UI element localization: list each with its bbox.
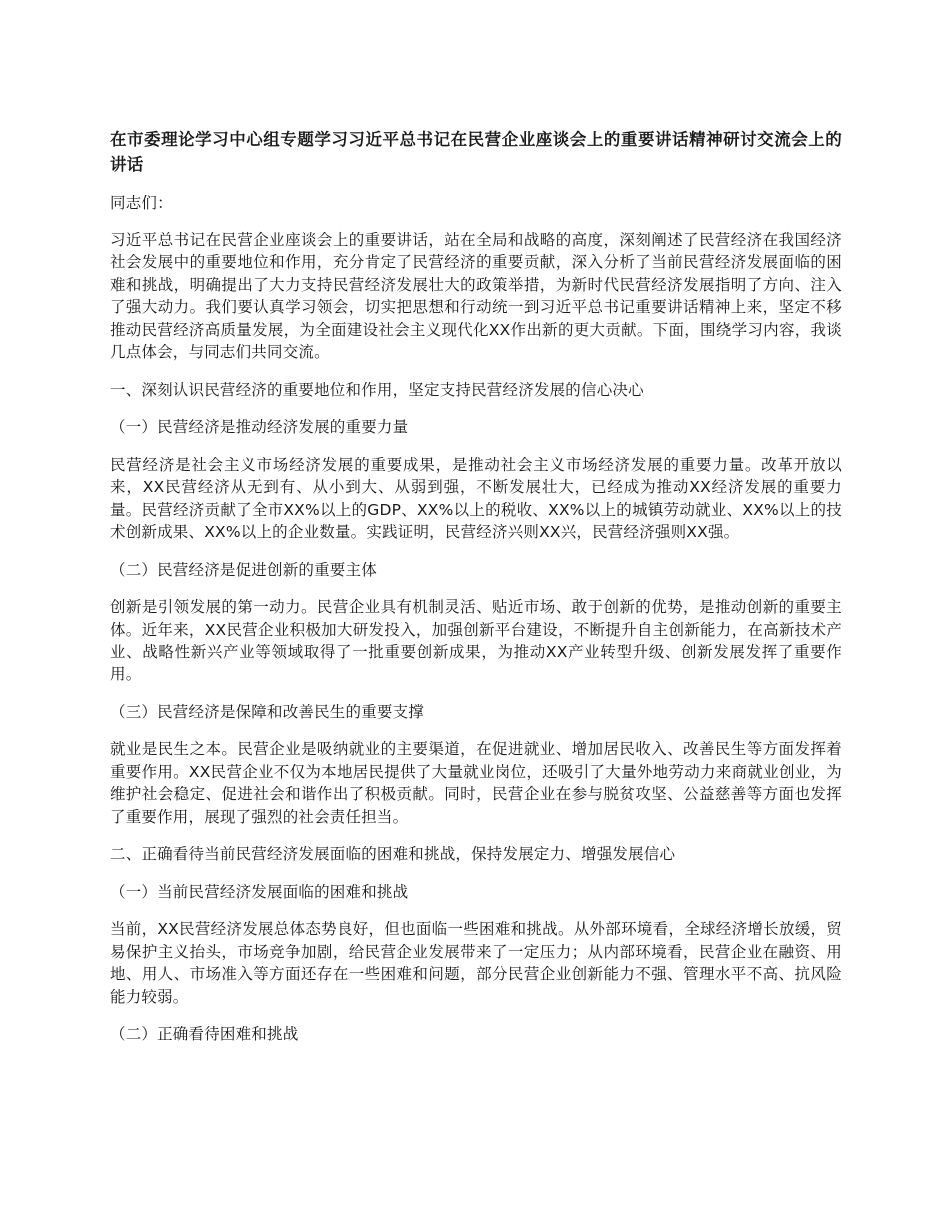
section-heading-2: 二、正确看待当前民营经济发展面临的困难和挑战，保持发展定力、增强发展信心 [110,845,676,864]
paragraph-intro: 习近平总书记在民营企业座谈会上的重要讲话，站在全局和战略的高度，深刻阐述了民营经济在我国经济社会发展中的重要地位和作用，充分肯定了民营经济的重要贡献，深入分析了当前民营经济发展面临的困难和挑战，明确提出了大力支持民营经济发展壮大的政策举措，为新时代民营经济发展指明了方向、注入了强大动力。我们要认真学习领会，切实把思想和行动统一到习近平总书记重要讲话精神上来，坚定不移推动民营经济高质量发展，为全面建设社会主义现代化XX作出新的更大贡献。下面，围绕学习内容，我谈几点体会，与同志们共同交流。 [110,230,842,362]
subsection-heading-2-2: （二）正确看待困难和挑战 [110,1025,299,1044]
document-title: 在市委理论学习中心组专题学习习近平总书记在民营企业座谈会上的重要讲话精神研讨交流会上的讲话 [110,130,842,174]
paragraph-1-3: 就业是民生之本。民营企业是吸纳就业的主要渠道，在促进就业、增加居民收入、改善民生等方面发挥着重要作用。XX民营企业不仅为本地居民提供了大量就业岗位，还吸引了大量外地劳动力来商就业创业，为维护社会稳定、促进社会和谐作出了积极贡献。同时，民营企业在参与脱贫攻坚、公益慈善等方面也发挥了重要作用，展现了强烈的社会责任担当。 [110,740,842,826]
paragraph-1-1: 民营经济是社会主义市场经济发展的重要成果，是推动社会主义市场经济发展的重要力量。改革开放以来，XX民营经济从无到有、从小到大、从弱到强，不断发展壮大，已经成为推动XX经济发展的重要力量。民营经济贡献了全市XX%以上的GDP、XX%以上的税收、XX%以上的城镇劳动就业、XX%以上的技术创新成果、XX%以上的企业数量。实践证明，民营经济兴则XX兴，民营经济强则XX强。 [110,455,842,542]
section-heading-1: 一、深刻认识民营经济的重要地位和作用，坚定支持民营经济发展的信心决心 [110,380,644,399]
subsection-heading-1-2: （二）民营经济是促进创新的重要主体 [110,560,377,579]
subsection-heading-1-1: （一）民营经济是推动经济发展的重要力量 [110,418,409,437]
paragraph-2-1: 当前，XX民营经济发展总体态势良好，但也面临一些困难和挑战。从外部环境看，全球经济增长放缓，贸易保护主义抬头，市场竞争加剧，给民营企业发展带来了一定压力；从内部环境看，民营企业在融资、用地、用人、市场准入等方面还存在一些困难和问题，部分民营企业创新能力不强、管理水平不高、抗风险能力较弱。 [110,920,842,1006]
subsection-heading-2-1: （一）当前民营经济发展面临的困难和挑战 [110,882,409,901]
salutation: 同志们： [110,193,173,212]
paragraph-1-2: 创新是引领发展的第一动力。民营企业具有机制灵活、贴近市场、敢于创新的优势，是推动创新的重要主体。近年来，XX民营企业积极加大研发投入，加强创新平台建设，不断提升自主创新能力，在高新技术产业、战略性新兴产业等领域取得了一批重要创新成果，为推动XX产业转型升级、创新发展发挥了重要作用。 [110,598,842,684]
subsection-heading-1-3: （三）民营经济是保障和改善民生的重要支撑 [110,702,425,721]
